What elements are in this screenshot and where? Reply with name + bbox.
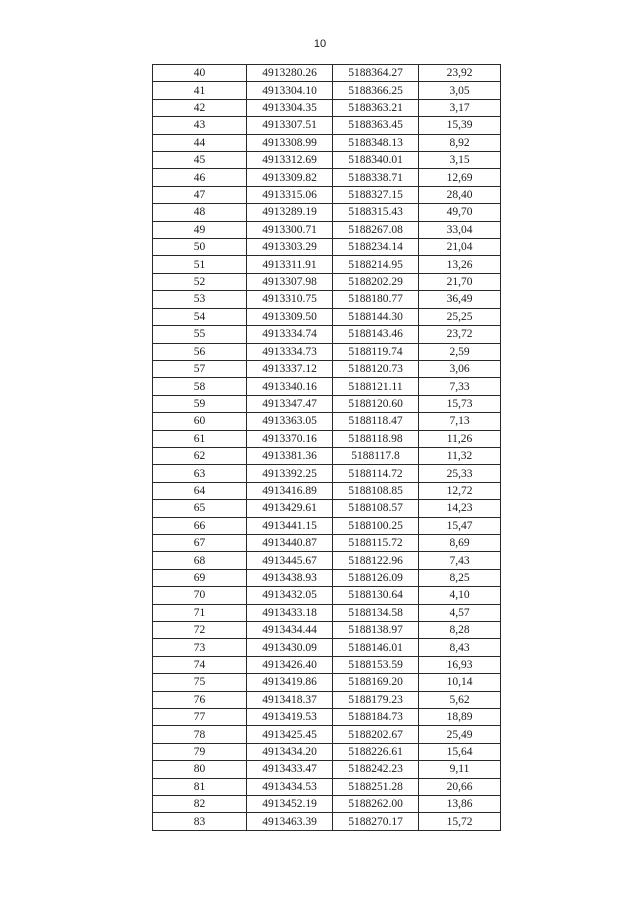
x-coordinate-cell: 4913426.40 [247, 656, 333, 673]
point-number-cell: 47 [153, 186, 247, 203]
x-coordinate-cell: 4913463.39 [247, 813, 333, 830]
x-coordinate-cell: 4913334.74 [247, 326, 333, 343]
x-coordinate-cell: 4913419.53 [247, 709, 333, 726]
segment-length-cell: 5,62 [419, 691, 501, 708]
y-coordinate-cell: 5188327.15 [333, 186, 419, 203]
table-row [153, 360, 501, 377]
point-number-cell: 42 [153, 99, 247, 116]
segment-length-cell: 11,26 [419, 430, 501, 447]
segment-length-cell: 8,28 [419, 622, 501, 639]
point-number-cell: 62 [153, 447, 247, 464]
y-coordinate-cell: 5188121.11 [333, 378, 419, 395]
table-row [153, 813, 501, 830]
x-coordinate-cell: 4913310.75 [247, 291, 333, 308]
table-row [153, 604, 501, 621]
table-row [153, 639, 501, 656]
y-coordinate-cell: 5188202.67 [333, 726, 419, 743]
table-row [153, 395, 501, 412]
x-coordinate-cell: 4913392.25 [247, 465, 333, 482]
y-coordinate-cell: 5188262.00 [333, 796, 419, 813]
x-coordinate-cell: 4913309.50 [247, 308, 333, 325]
point-number-cell: 68 [153, 552, 247, 569]
y-coordinate-cell: 5188119.74 [333, 343, 419, 360]
point-number-cell: 61 [153, 430, 247, 447]
segment-length-cell: 28,40 [419, 186, 501, 203]
table-row [153, 447, 501, 464]
table-row [153, 204, 501, 221]
x-coordinate-cell: 4913419.86 [247, 674, 333, 691]
x-coordinate-cell: 4913308.99 [247, 134, 333, 151]
table-row [153, 517, 501, 534]
point-number-cell: 66 [153, 517, 247, 534]
point-number-cell: 79 [153, 743, 247, 760]
segment-length-cell: 15,47 [419, 517, 501, 534]
segment-length-cell: 8,25 [419, 569, 501, 586]
segment-length-cell: 14,23 [419, 500, 501, 517]
point-number-cell: 81 [153, 778, 247, 795]
segment-length-cell: 9,11 [419, 761, 501, 778]
segment-length-cell: 33,04 [419, 221, 501, 238]
point-number-cell: 73 [153, 639, 247, 656]
x-coordinate-cell: 4913304.10 [247, 82, 333, 99]
segment-length-cell: 3,17 [419, 99, 501, 116]
segment-length-cell: 13,26 [419, 256, 501, 273]
y-coordinate-cell: 5188108.85 [333, 482, 419, 499]
table-row [153, 134, 501, 151]
x-coordinate-cell: 4913433.47 [247, 761, 333, 778]
segment-length-cell: 25,33 [419, 465, 501, 482]
y-coordinate-cell: 5188118.47 [333, 413, 419, 430]
y-coordinate-cell: 5188120.73 [333, 360, 419, 377]
y-coordinate-cell: 5188144.30 [333, 308, 419, 325]
segment-length-cell: 11,32 [419, 447, 501, 464]
segment-length-cell: 13,86 [419, 796, 501, 813]
table-row [153, 273, 501, 290]
point-number-cell: 57 [153, 360, 247, 377]
point-number-cell: 75 [153, 674, 247, 691]
point-number-cell: 45 [153, 152, 247, 169]
y-coordinate-cell: 5188242.23 [333, 761, 419, 778]
point-number-cell: 78 [153, 726, 247, 743]
segment-length-cell: 10,14 [419, 674, 501, 691]
point-number-cell: 76 [153, 691, 247, 708]
y-coordinate-cell: 5188126.09 [333, 569, 419, 586]
y-coordinate-cell: 5188214.95 [333, 256, 419, 273]
y-coordinate-cell: 5188363.45 [333, 117, 419, 134]
table-row [153, 482, 501, 499]
x-coordinate-cell: 4913434.44 [247, 622, 333, 639]
coordinates-table-body [153, 65, 501, 831]
segment-length-cell: 15,64 [419, 743, 501, 760]
x-coordinate-cell: 4913418.37 [247, 691, 333, 708]
table-row [153, 430, 501, 447]
table-row [153, 552, 501, 569]
segment-length-cell: 23,92 [419, 65, 501, 82]
x-coordinate-cell: 4913381.36 [247, 447, 333, 464]
point-number-cell: 50 [153, 239, 247, 256]
y-coordinate-cell: 5188366.25 [333, 82, 419, 99]
segment-length-cell: 4,10 [419, 587, 501, 604]
y-coordinate-cell: 5188117.8 [333, 447, 419, 464]
x-coordinate-cell: 4913432.05 [247, 587, 333, 604]
x-coordinate-cell: 4913429.61 [247, 500, 333, 517]
table-row [153, 343, 501, 360]
segment-length-cell: 16,93 [419, 656, 501, 673]
x-coordinate-cell: 4913347.47 [247, 395, 333, 412]
table-row [153, 622, 501, 639]
point-number-cell: 55 [153, 326, 247, 343]
point-number-cell: 58 [153, 378, 247, 395]
x-coordinate-cell: 4913425.45 [247, 726, 333, 743]
segment-length-cell: 3,06 [419, 360, 501, 377]
x-coordinate-cell: 4913438.93 [247, 569, 333, 586]
segment-length-cell: 21,70 [419, 273, 501, 290]
x-coordinate-cell: 4913452.19 [247, 796, 333, 813]
x-coordinate-cell: 4913307.51 [247, 117, 333, 134]
y-coordinate-cell: 5188226.61 [333, 743, 419, 760]
point-number-cell: 71 [153, 604, 247, 621]
table-row [153, 82, 501, 99]
y-coordinate-cell: 5188179.23 [333, 691, 419, 708]
x-coordinate-cell: 4913441.15 [247, 517, 333, 534]
y-coordinate-cell: 5188340.01 [333, 152, 419, 169]
x-coordinate-cell: 4913303.29 [247, 239, 333, 256]
segment-length-cell: 12,72 [419, 482, 501, 499]
point-number-cell: 82 [153, 796, 247, 813]
segment-length-cell: 8,43 [419, 639, 501, 656]
point-number-cell: 59 [153, 395, 247, 412]
table-row [153, 691, 501, 708]
y-coordinate-cell: 5188364.27 [333, 65, 419, 82]
x-coordinate-cell: 4913334.73 [247, 343, 333, 360]
table-row [153, 674, 501, 691]
x-coordinate-cell: 4913307.98 [247, 273, 333, 290]
segment-length-cell: 2,59 [419, 343, 501, 360]
x-coordinate-cell: 4913304.35 [247, 99, 333, 116]
table-row [153, 186, 501, 203]
point-number-cell: 74 [153, 656, 247, 673]
y-coordinate-cell: 5188114.72 [333, 465, 419, 482]
segment-length-cell: 25,49 [419, 726, 501, 743]
point-number-cell: 54 [153, 308, 247, 325]
point-number-cell: 56 [153, 343, 247, 360]
segment-length-cell: 7,33 [419, 378, 501, 395]
x-coordinate-cell: 4913315.06 [247, 186, 333, 203]
segment-length-cell: 18,89 [419, 709, 501, 726]
point-number-cell: 70 [153, 587, 247, 604]
y-coordinate-cell: 5188180.77 [333, 291, 419, 308]
y-coordinate-cell: 5188363.21 [333, 99, 419, 116]
point-number-cell: 72 [153, 622, 247, 639]
point-number-cell: 77 [153, 709, 247, 726]
y-coordinate-cell: 5188118.98 [333, 430, 419, 447]
segment-length-cell: 3,05 [419, 82, 501, 99]
table-row [153, 534, 501, 551]
x-coordinate-cell: 4913309.82 [247, 169, 333, 186]
table-row [153, 291, 501, 308]
point-number-cell: 69 [153, 569, 247, 586]
segment-length-cell: 7,13 [419, 413, 501, 430]
y-coordinate-cell: 5188169.20 [333, 674, 419, 691]
x-coordinate-cell: 4913434.53 [247, 778, 333, 795]
coordinates-table [152, 64, 501, 831]
point-number-cell: 60 [153, 413, 247, 430]
y-coordinate-cell: 5188153.59 [333, 656, 419, 673]
table-row [153, 709, 501, 726]
segment-length-cell: 7,43 [419, 552, 501, 569]
y-coordinate-cell: 5188184.73 [333, 709, 419, 726]
x-coordinate-cell: 4913445.67 [247, 552, 333, 569]
table-row [153, 239, 501, 256]
y-coordinate-cell: 5188251.28 [333, 778, 419, 795]
x-coordinate-cell: 4913430.09 [247, 639, 333, 656]
x-coordinate-cell: 4913416.89 [247, 482, 333, 499]
point-number-cell: 53 [153, 291, 247, 308]
point-number-cell: 48 [153, 204, 247, 221]
y-coordinate-cell: 5188122.96 [333, 552, 419, 569]
x-coordinate-cell: 4913434.20 [247, 743, 333, 760]
table-row [153, 378, 501, 395]
point-number-cell: 44 [153, 134, 247, 151]
segment-length-cell: 3,15 [419, 152, 501, 169]
x-coordinate-cell: 4913311.91 [247, 256, 333, 273]
table-row [153, 761, 501, 778]
segment-length-cell: 8,92 [419, 134, 501, 151]
table-row [153, 152, 501, 169]
y-coordinate-cell: 5188143.46 [333, 326, 419, 343]
segment-length-cell: 49,70 [419, 204, 501, 221]
point-number-cell: 83 [153, 813, 247, 830]
segment-length-cell: 8,69 [419, 534, 501, 551]
point-number-cell: 67 [153, 534, 247, 551]
y-coordinate-cell: 5188338.71 [333, 169, 419, 186]
segment-length-cell: 20,66 [419, 778, 501, 795]
table-row [153, 117, 501, 134]
x-coordinate-cell: 4913433.18 [247, 604, 333, 621]
segment-length-cell: 23,72 [419, 326, 501, 343]
x-coordinate-cell: 4913337.12 [247, 360, 333, 377]
table-row [153, 465, 501, 482]
point-number-cell: 46 [153, 169, 247, 186]
table-row [153, 796, 501, 813]
y-coordinate-cell: 5188115.72 [333, 534, 419, 551]
point-number-cell: 40 [153, 65, 247, 82]
table-row [153, 256, 501, 273]
point-number-cell: 51 [153, 256, 247, 273]
y-coordinate-cell: 5188138.97 [333, 622, 419, 639]
point-number-cell: 49 [153, 221, 247, 238]
segment-length-cell: 15,72 [419, 813, 501, 830]
y-coordinate-cell: 5188267.08 [333, 221, 419, 238]
y-coordinate-cell: 5188234.14 [333, 239, 419, 256]
table-row [153, 569, 501, 586]
y-coordinate-cell: 5188348.13 [333, 134, 419, 151]
point-number-cell: 43 [153, 117, 247, 134]
x-coordinate-cell: 4913363.05 [247, 413, 333, 430]
segment-length-cell: 4,57 [419, 604, 501, 621]
table-row [153, 65, 501, 82]
point-number-cell: 41 [153, 82, 247, 99]
point-number-cell: 52 [153, 273, 247, 290]
x-coordinate-cell: 4913440.87 [247, 534, 333, 551]
y-coordinate-cell: 5188120.60 [333, 395, 419, 412]
segment-length-cell: 15,73 [419, 395, 501, 412]
table-row [153, 778, 501, 795]
table-row [153, 726, 501, 743]
table-row [153, 500, 501, 517]
page-number: 10 [313, 38, 327, 50]
table-row [153, 656, 501, 673]
x-coordinate-cell: 4913289.19 [247, 204, 333, 221]
y-coordinate-cell: 5188315.43 [333, 204, 419, 221]
segment-length-cell: 36,49 [419, 291, 501, 308]
y-coordinate-cell: 5188134.58 [333, 604, 419, 621]
y-coordinate-cell: 5188100.25 [333, 517, 419, 534]
table-row [153, 743, 501, 760]
table-row [153, 413, 501, 430]
point-number-cell: 63 [153, 465, 247, 482]
segment-length-cell: 12,69 [419, 169, 501, 186]
x-coordinate-cell: 4913300.71 [247, 221, 333, 238]
table-row [153, 308, 501, 325]
y-coordinate-cell: 5188146.01 [333, 639, 419, 656]
segment-length-cell: 25,25 [419, 308, 501, 325]
point-number-cell: 80 [153, 761, 247, 778]
table-row [153, 326, 501, 343]
segment-length-cell: 15,39 [419, 117, 501, 134]
y-coordinate-cell: 5188130.64 [333, 587, 419, 604]
point-number-cell: 64 [153, 482, 247, 499]
y-coordinate-cell: 5188108.57 [333, 500, 419, 517]
x-coordinate-cell: 4913312.69 [247, 152, 333, 169]
table-row [153, 221, 501, 238]
segment-length-cell: 21,04 [419, 239, 501, 256]
x-coordinate-cell: 4913340.16 [247, 378, 333, 395]
point-number-cell: 65 [153, 500, 247, 517]
table-row [153, 169, 501, 186]
table-row [153, 99, 501, 116]
table-row [153, 587, 501, 604]
x-coordinate-cell: 4913280.26 [247, 65, 333, 82]
y-coordinate-cell: 5188202.29 [333, 273, 419, 290]
y-coordinate-cell: 5188270.17 [333, 813, 419, 830]
x-coordinate-cell: 4913370.16 [247, 430, 333, 447]
